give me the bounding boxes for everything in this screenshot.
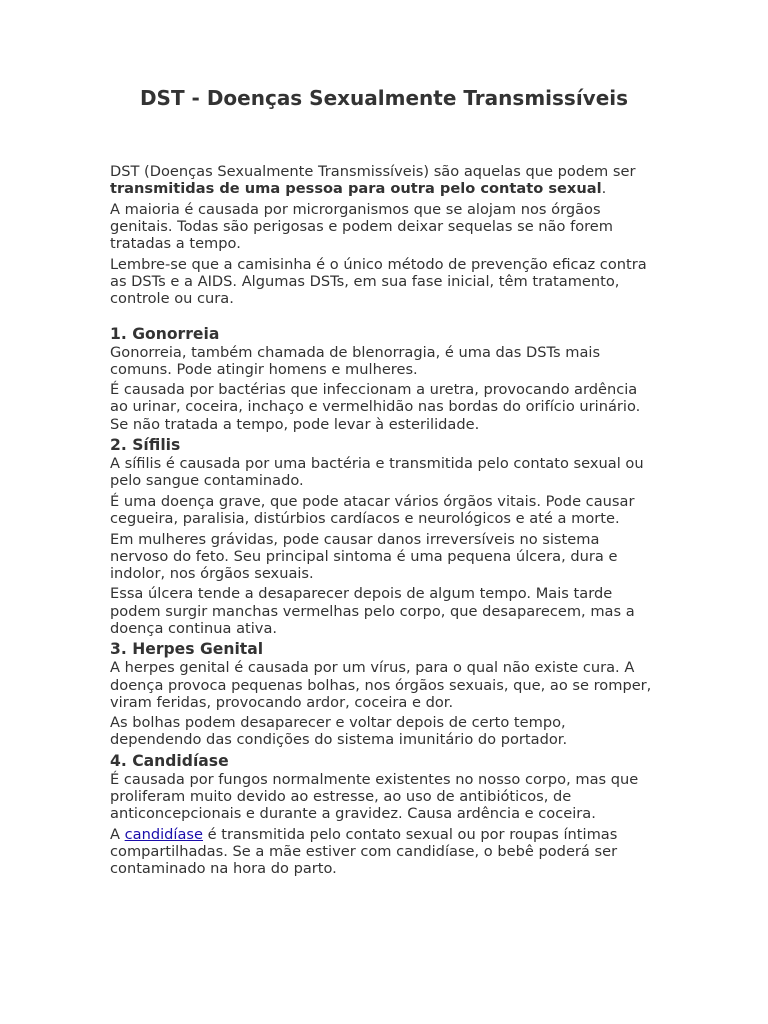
section-heading-gonorreia: 1. Gonorreia	[110, 324, 220, 343]
candidiase-text-end: é transmitida pelo contato sexual ou por roupas íntimas compartilhadas. Se a mãe estiver com candidíase, o bebê poderá ser contaminado na hora do parto.	[110, 825, 618, 878]
section-heading-candidiase: 4. Candidíase	[110, 751, 229, 770]
candidiase-link[interactable]: candidíase	[124, 825, 204, 843]
intro-text: DST (Doenças Sexualmente Transmissíveis) são aquelas que podem ser	[110, 163, 636, 180]
spacer	[110, 311, 658, 325]
section-heading-sifilis: 2. Sífilis	[110, 436, 181, 455]
candidiase-paragraph-2	[110, 826, 658, 878]
candidiase-paragraph-1: É causada por fungos normalmente existentes no nosso corpo, mas que proliferam muito devido ao estresse, ao uso de antibióticos, de anticoncepcionais e durante a gravidez. Causa ardência e coceira.	[110, 770, 639, 823]
intro-paragraph-2: A maioria é causada por microrganismos que se alojam nos órgãos genitais. Todas são perigosas e podem deixar sequelas se não forem tratadas a tempo.	[110, 200, 614, 253]
intro-bold-text: transmitidas de uma pessoa para outra pelo contato sexual	[110, 180, 602, 198]
gonorreia-paragraph-2: É causada por bactérias que infeccionam a uretra, provocando ardência ao urinar, coceira, inchaço e vermelhidão nas bordas do orifício urinário. Se não tratada a tempo, pode levar à esterilidade.	[110, 381, 641, 433]
sifilis-paragraph-2: É uma doença grave, que pode atacar vários órgãos vitais. Pode causar cegueira, paralisia, distúrbios cardíacos e neurológicos e até a morte.	[110, 492, 635, 528]
document-body	[110, 163, 658, 881]
sifilis-paragraph-4: Essa úlcera tende a desaparecer depois de algum tempo. Mais tarde podem surgir manchas vermelhas pelo corpo, que desaparecem, mas a doença continua ativa.	[110, 585, 635, 637]
candidiase-text: A	[110, 825, 125, 843]
herpes-paragraph-2: As bolhas podem desaparecer e voltar depois de certo tempo, dependendo das condições do sistema imunitário do portador.	[110, 714, 568, 749]
page-title: DST - Doenças Sexualmente Transmissíveis	[139, 86, 629, 110]
gonorreia-paragraph-1: Gonorreia, também chamada de blenorragia, é uma das DSTs mais comuns. Pode atingir homens e mulheres.	[110, 343, 601, 378]
section-heading-herpes: 3. Herpes Genital	[110, 640, 264, 659]
intro-paragraph-3: Lembre-se que a camisinha é o único método de prevenção eficaz contra as DSTs e a AIDS. Algumas DSTs, em sua fase inicial, têm tratamento, controle ou cura.	[110, 255, 647, 308]
herpes-paragraph-1: A herpes genital é causada por um vírus, para o qual não existe cura. A doença provoca pequenas bolhas, nos órgãos sexuais, que, ao se romper, viram feridas, provocando ardor, coceira e dor.	[110, 659, 652, 711]
intro-text-end: .	[601, 180, 607, 198]
sifilis-paragraph-3: Em mulheres grávidas, pode causar danos irreversíveis no sistema nervoso do feto. Seu principal sintoma é uma pequena úlcera, dura e indolor, nos órgãos sexuais.	[110, 530, 618, 582]
intro-paragraph-1	[110, 163, 658, 197]
sifilis-paragraph-1: A sífilis é causada por uma bactéria e transmitida pelo contato sexual ou pelo sangue contaminado.	[110, 455, 644, 490]
